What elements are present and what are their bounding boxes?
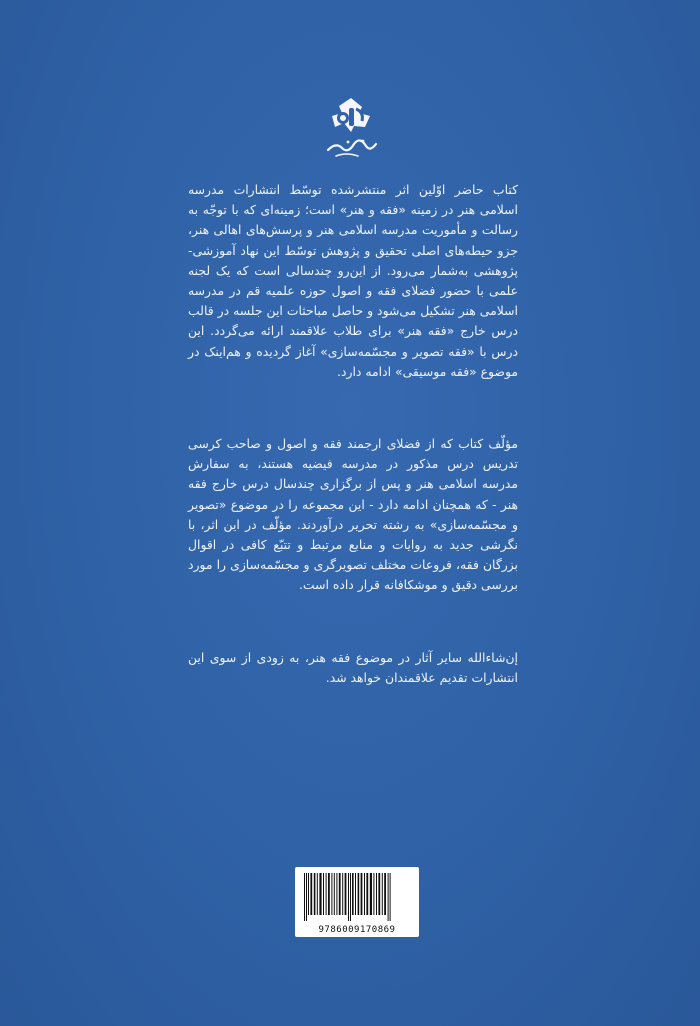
barcode-bar [376, 873, 377, 915]
barcode-bar [304, 873, 305, 921]
isbn-number: 9786009170869 [318, 925, 396, 935]
barcode-bar [345, 873, 347, 915]
barcode-bar [370, 873, 372, 915]
isbn-barcode [295, 867, 419, 937]
barcode-bar [355, 873, 356, 915]
barcode-bar [390, 873, 391, 921]
barcode-bar [323, 873, 324, 915]
intro-paragraph [188, 180, 518, 382]
barcode-bar [348, 873, 349, 921]
barcode-bar [382, 873, 383, 915]
barcode-bar [350, 873, 351, 921]
barcode-bar [366, 873, 368, 915]
barcode-bar [314, 873, 316, 915]
barcode-bar [358, 873, 360, 915]
paragraph-2: مؤلّف کتاب که از فضلای ارجمند فقه و اصول و صاحب کرسی تدریس درس مذکور در مدرسه فیضیه هستند، به سفارش مدرسه اسلامی هنر و پس از برگزاری چندسال درس خارج فقه هنر - که همچنان ادامه دارد - این مجموعه را در موضوع «تصویر و مجسّمه‌سازی» به رشته تحریر درآوردند. مؤلّف در این اثر، با نگرشی جدید به روایات و منابع مرتبط و تتبّع کافی در اقوال بزرگان فقه، فروعات مختلف تصویرگری و مجسّمه‌سازی را مورد بررسی دقیق و موشکافانه قرار داده است. [188, 436, 518, 593]
barcode-bar [339, 873, 341, 915]
barcode-bar [310, 873, 312, 915]
paragraph-3: إن‌شاءالله سایر آثار در موضوع فقه هنر، به زودی از سوی این انتشارات تقدیم علاقمندان خواهد شد. [188, 650, 518, 686]
barcode-bar [352, 873, 354, 915]
barcode-bar [319, 873, 321, 915]
publisher-emblem-icon [318, 94, 384, 164]
isbn-barcode-icon [302, 873, 412, 921]
barcode-bar [317, 873, 318, 915]
barcode-bar [342, 873, 343, 915]
barcode-bar [373, 873, 374, 915]
barcode-bar [361, 873, 363, 915]
barcode-bar [308, 873, 309, 915]
paragraph-1: کتاب حاضر اوّلین اثر منتشرشده توسّط انتشارات مدرسه اسلامی هنر در زمینه «فقه و هنر» است؛ زمینه‌ای که با توجّه به رسالت و مأموریت مدرسه اسلامی هنر و پرسش‌های اهالی هنر، جزو حیطه‌های اصلی تحقیق و پژوهش توسّط این نهاد آموزشی-پژوهشی به‌شمار می‌رود. از این‌رو چندسالی است که یک لجنه علمی با حضور فضلای فقه و اصول حوزه علمیه قم در مدرسه اسلامی هنر تشکیل می‌شود و حاصل مباحثات این جلسه در قالب درس خارج «فقه هنر» برای طلاب علاقمند ارائه می‌گردد. این درس با «فقه تصویر و مجسّمه‌سازی» آغاز گردیده و هم‌اینک در موضوع «فقه موسیقی» ادامه دارد. [188, 182, 518, 379]
barcode-bar [328, 873, 330, 915]
closing-paragraph [188, 648, 518, 688]
barcode-bar [334, 873, 335, 915]
barcode-bar [388, 873, 389, 921]
barcode-bar [378, 873, 380, 915]
barcode-bar [326, 873, 327, 915]
barcode-bar [331, 873, 332, 915]
barcode-bar [364, 873, 365, 915]
author-paragraph [188, 434, 518, 596]
barcode-bar [306, 873, 307, 921]
barcode-bar [384, 873, 386, 915]
barcode-bar [336, 873, 337, 915]
